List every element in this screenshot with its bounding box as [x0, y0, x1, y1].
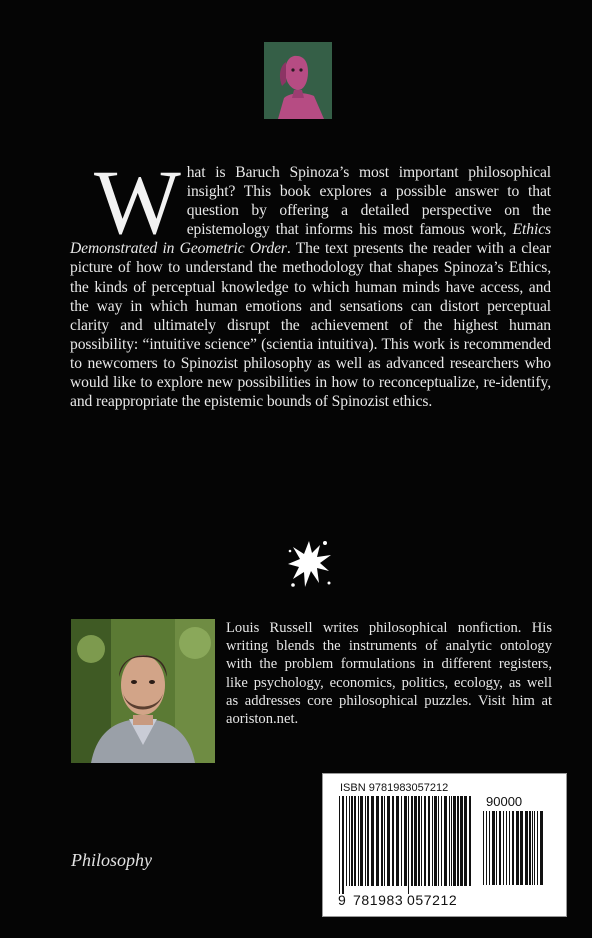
barcode-bar [509, 811, 510, 885]
description-text-1: hat is Baruch Spinoza’s most important philosophical insight? This book explores a possible answer to that question by offering a detailed perspective on the epistemology that informs his most famous work, [186, 164, 551, 239]
barcode-bar [404, 796, 407, 886]
barcode-bar [360, 796, 363, 886]
barcode-bar [516, 811, 519, 885]
barcode-bar [414, 796, 417, 886]
barcode-bar [451, 796, 452, 886]
barcode-bar [351, 796, 353, 886]
barcode-bar [371, 796, 374, 886]
barcode-bar [358, 796, 359, 886]
barcode-bar [424, 796, 426, 886]
ean-barcode-bars [339, 796, 479, 894]
barcode-bar [421, 796, 422, 886]
barcode-bar [434, 796, 437, 886]
barcode-bar [418, 796, 420, 886]
barcode-bar [444, 796, 447, 886]
barcode-bar [384, 796, 385, 886]
barcode-bar [396, 796, 399, 886]
barcode-bar [534, 811, 535, 885]
barcode-bar [401, 796, 402, 886]
author-photo [71, 619, 215, 763]
barcode-bar [346, 796, 347, 886]
barcode-bar [469, 796, 471, 886]
barcode-bar [453, 796, 456, 886]
book-title-italic: Ethics Demonstrated in Geometric Order [70, 221, 551, 258]
barcode-bar [492, 811, 495, 885]
barcode-bar [349, 796, 350, 886]
barcode-bar [520, 811, 523, 885]
price-code: 90000 [486, 794, 523, 809]
barcode-bar [339, 796, 340, 894]
barcode-bar [342, 796, 344, 894]
barcode-bar [457, 796, 459, 886]
barcode-bar [438, 796, 439, 886]
barcode-bar [367, 796, 369, 886]
barcode-bar [460, 796, 463, 886]
barcode-bar [483, 811, 484, 885]
barcode-bar [365, 796, 366, 886]
barcode-bar [432, 796, 433, 886]
barcode-bar [441, 796, 442, 886]
barcode-bar [381, 796, 383, 886]
description-text-2: . The text presents the reader with a clear picture of how to understand the methodology that shapes Spinoza’s Ethics, the kinds of perceptual knowledge to which human minds have access, and the way in which human emotions and sensations can distort perceptual clarity and ultimately disrupt the achievement of the highest human possibility: “intuitive science” (scientia intuitiva). This work is recommended to newcomers to Spinozist philosophy as well as advanced researchers who would like to explore new possibilities in how to reconceptualize, re-identify, and reappropriate the epistemic bounds of Spinozist ethics. [70, 240, 551, 411]
barcode-bar [428, 796, 430, 886]
barcode-bar [489, 811, 490, 885]
isbn-label: ISBN 9781983057212 [340, 782, 449, 794]
isbn-barcode [322, 773, 567, 917]
barcode-bar [532, 811, 533, 885]
addon-barcode-bars [483, 811, 549, 893]
barcode-bar [411, 796, 413, 886]
barcode-digits-right: 057212 [407, 892, 458, 908]
barcode-digits-left: 781983 [353, 892, 404, 908]
barcode-bar [540, 811, 543, 885]
ink-splatter-icon [287, 537, 333, 589]
book-description [70, 151, 551, 411]
barcode-bar [387, 796, 390, 886]
barcode-bar [529, 811, 531, 885]
barcode-lead-digit: 9 [338, 892, 346, 908]
barcode-bar [496, 811, 497, 885]
barcode-bar [506, 811, 507, 885]
spinoza-portrait-emblem [264, 42, 332, 119]
barcode-bar [376, 796, 379, 886]
barcode-bar [449, 796, 450, 886]
barcode-bar [464, 796, 467, 886]
author-bio: Louis Russell writes philosophical nonfiction. His writing blends the instruments of analytic ontology with the problem formulations in different registers, like psychology, economics, politics, ecology, as well as addresses core philosophical puzzles. Visit him at aoriston.net. [226, 620, 552, 728]
drop-cap: W [94, 151, 181, 253]
barcode-bar [408, 796, 409, 894]
barcode-bar [525, 811, 528, 885]
barcode-bar [392, 796, 394, 886]
barcode-bar [537, 811, 538, 885]
barcode-bar [512, 811, 514, 885]
barcode-bar [503, 811, 504, 885]
category-label: Philosophy [71, 850, 152, 870]
barcode-bar [486, 811, 487, 885]
barcode-bar [354, 796, 356, 886]
barcode-bar [499, 811, 501, 885]
